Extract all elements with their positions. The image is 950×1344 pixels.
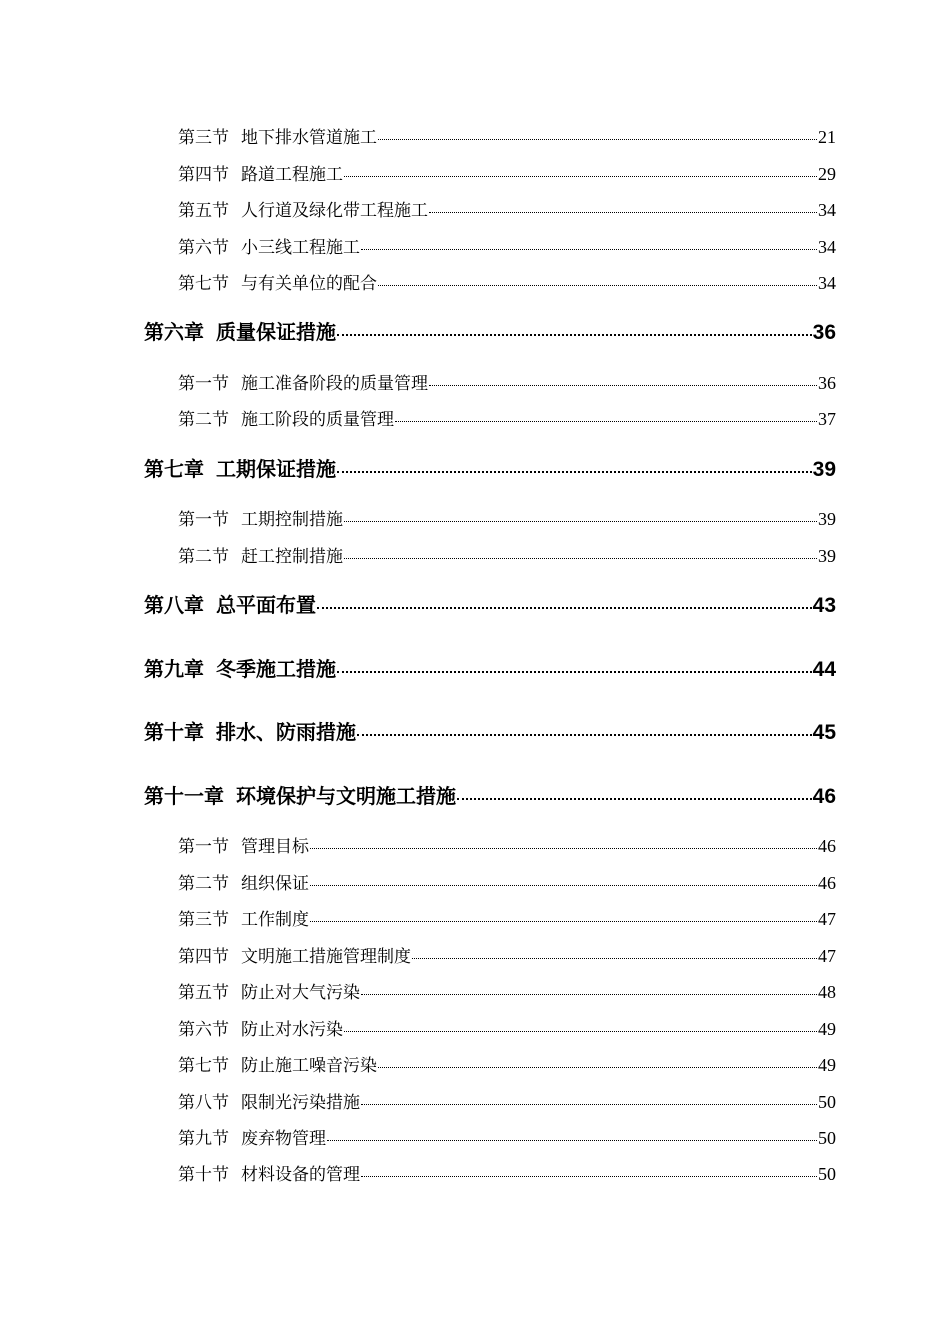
toc-entry[interactable]: [178, 944, 836, 968]
toc-entry-title: 施工阶段的质量管理: [241, 410, 394, 430]
toc-entry-title: 防止施工噪音污染: [241, 1056, 377, 1076]
toc-entry-number: 第二节: [178, 410, 229, 430]
toc-chapter-page: 36: [812, 321, 836, 344]
toc-chapter[interactable]: [144, 318, 836, 346]
toc-chapter-title: 环境保护与文明施工措施: [236, 784, 456, 808]
toc-entry[interactable]: [178, 235, 836, 259]
toc-entry-number: 第六节: [178, 1020, 229, 1040]
toc-entry-number: 第六节: [178, 238, 229, 258]
toc-entry-page: 37: [818, 409, 836, 429]
dot-leader: [310, 908, 817, 925]
dot-leader: [344, 1018, 817, 1035]
toc-entry-title: 管理目标: [241, 837, 309, 857]
toc-entry-title: 路道工程施工: [241, 165, 343, 185]
toc-chapter-number: 第九章: [144, 657, 204, 681]
toc-chapter-number: 第十一章: [144, 784, 224, 808]
toc-entry-page: 34: [818, 200, 836, 220]
dot-leader: [361, 236, 817, 253]
toc-entry-page: 48: [818, 982, 836, 1002]
toc-entry-page: 49: [818, 1055, 836, 1075]
toc-chapter-number: 第六章: [144, 320, 204, 344]
toc-chapter-title: 质量保证措施: [216, 320, 336, 344]
dot-leader: [310, 872, 817, 889]
toc-entry-number: 第三节: [178, 128, 229, 148]
toc-entry[interactable]: [178, 371, 836, 395]
toc-entry[interactable]: [178, 907, 836, 931]
toc-entry-title: 与有关单位的配合: [241, 274, 377, 294]
dot-leader: [361, 1163, 817, 1180]
toc-entry-page: 50: [818, 1164, 836, 1184]
toc-entry-page: 47: [818, 946, 836, 966]
toc-entry-page: 46: [818, 873, 836, 893]
toc-entry[interactable]: [178, 407, 836, 431]
dot-leader: [317, 592, 812, 612]
toc-entry[interactable]: [178, 871, 836, 895]
toc-entry-page: 29: [818, 164, 836, 184]
toc-chapter-page: 39: [812, 458, 836, 481]
toc-chapter-number: 第八章: [144, 593, 204, 617]
dot-leader: [429, 372, 817, 389]
toc-entry-number: 第八节: [178, 1093, 229, 1113]
toc-entry-number: 第七节: [178, 274, 229, 294]
toc-entry-page: 46: [818, 836, 836, 856]
toc-entry[interactable]: [178, 1126, 836, 1150]
toc-chapter-title: 总平面布置: [216, 593, 316, 617]
toc-entry[interactable]: [178, 198, 836, 222]
toc-chapter-page: 46: [812, 785, 836, 808]
toc-entry[interactable]: [178, 125, 836, 149]
toc-entry-title: 工期控制措施: [241, 510, 343, 530]
dot-leader: [395, 408, 817, 425]
toc-chapter-number: 第七章: [144, 457, 204, 481]
toc-entry-number: 第七节: [178, 1056, 229, 1076]
toc-chapter[interactable]: [144, 591, 836, 619]
toc-chapter-page: 43: [812, 594, 836, 617]
toc-entry-title: 文明施工措施管理制度: [241, 947, 411, 967]
toc-entry-title: 地下排水管道施工: [241, 128, 377, 148]
toc-entry-page: 34: [818, 237, 836, 257]
dot-leader: [327, 1127, 817, 1144]
toc-entry[interactable]: [178, 162, 836, 186]
dot-leader: [337, 656, 812, 676]
dot-leader: [337, 456, 812, 476]
toc-entry-title: 废弃物管理: [241, 1129, 326, 1149]
toc-entry-title: 小三线工程施工: [241, 238, 360, 258]
toc-entry-title: 赶工控制措施: [241, 547, 343, 567]
toc-entry-title: 人行道及绿化带工程施工: [241, 201, 428, 221]
toc-entry-page: 47: [818, 909, 836, 929]
dot-leader: [412, 945, 817, 962]
toc-entry[interactable]: [178, 544, 836, 568]
dot-leader: [361, 981, 817, 998]
toc-entry[interactable]: [178, 1053, 836, 1077]
toc-chapter[interactable]: [144, 782, 836, 810]
dot-leader: [344, 508, 817, 525]
toc-chapter-number: 第十章: [144, 720, 204, 744]
toc-chapter[interactable]: [144, 718, 836, 746]
toc-entry-title: 材料设备的管理: [241, 1165, 360, 1185]
dot-leader: [310, 835, 817, 852]
toc-entry-title: 防止对大气污染: [241, 983, 360, 1003]
dot-leader: [357, 719, 812, 739]
toc-entry-title: 施工准备阶段的质量管理: [241, 374, 428, 394]
toc-entry-number: 第一节: [178, 510, 229, 530]
toc-entry-number: 第二节: [178, 547, 229, 567]
toc-chapter[interactable]: [144, 455, 836, 483]
dot-leader: [361, 1091, 817, 1108]
toc-entry-page: 50: [818, 1128, 836, 1148]
toc-chapter-title: 冬季施工措施: [216, 657, 336, 681]
toc-chapter[interactable]: [144, 655, 836, 683]
toc-entry-page: 39: [818, 509, 836, 529]
toc-entry-number: 第九节: [178, 1129, 229, 1149]
dot-leader: [378, 1054, 817, 1071]
toc-entry-page: 49: [818, 1019, 836, 1039]
toc-entry-page: 39: [818, 546, 836, 566]
dot-leader: [344, 163, 817, 180]
toc-entry[interactable]: [178, 507, 836, 531]
toc-entry-number: 第四节: [178, 165, 229, 185]
toc-entry-number: 第五节: [178, 201, 229, 221]
dot-leader: [429, 199, 817, 216]
toc-chapter-title: 排水、防雨措施: [216, 720, 356, 744]
toc-entry-page: 50: [818, 1092, 836, 1112]
toc-entry-title: 组织保证: [241, 874, 309, 894]
toc-entry-number: 第四节: [178, 947, 229, 967]
toc-chapter-page: 44: [812, 658, 836, 681]
toc-chapter-page: 45: [812, 721, 836, 744]
toc-entry[interactable]: [178, 1017, 836, 1041]
toc-entry[interactable]: [178, 271, 836, 295]
toc-entry[interactable]: [178, 1090, 836, 1114]
toc-chapter-title: 工期保证措施: [216, 457, 336, 481]
toc-entry-title: 限制光污染措施: [241, 1093, 360, 1113]
toc-entry-title: 防止对水污染: [241, 1020, 343, 1040]
toc-entry-number: 第一节: [178, 837, 229, 857]
toc-entry-title: 工作制度: [241, 910, 309, 930]
toc-entry-number: 第五节: [178, 983, 229, 1003]
toc-entry[interactable]: [178, 834, 836, 858]
toc-entry[interactable]: [178, 1162, 836, 1186]
toc-entry-page: 34: [818, 273, 836, 293]
toc-entry-number: 第二节: [178, 874, 229, 894]
toc-entry[interactable]: [178, 980, 836, 1004]
dot-leader: [344, 545, 817, 562]
toc-entry-page: 36: [818, 373, 836, 393]
dot-leader: [378, 126, 817, 143]
toc-entry-page: 21: [818, 127, 836, 147]
dot-leader: [457, 783, 812, 803]
toc-entry-number: 第一节: [178, 374, 229, 394]
toc-entry-number: 第十节: [178, 1165, 229, 1185]
dot-leader: [378, 272, 817, 289]
dot-leader: [337, 319, 812, 339]
toc-entry-number: 第三节: [178, 910, 229, 930]
